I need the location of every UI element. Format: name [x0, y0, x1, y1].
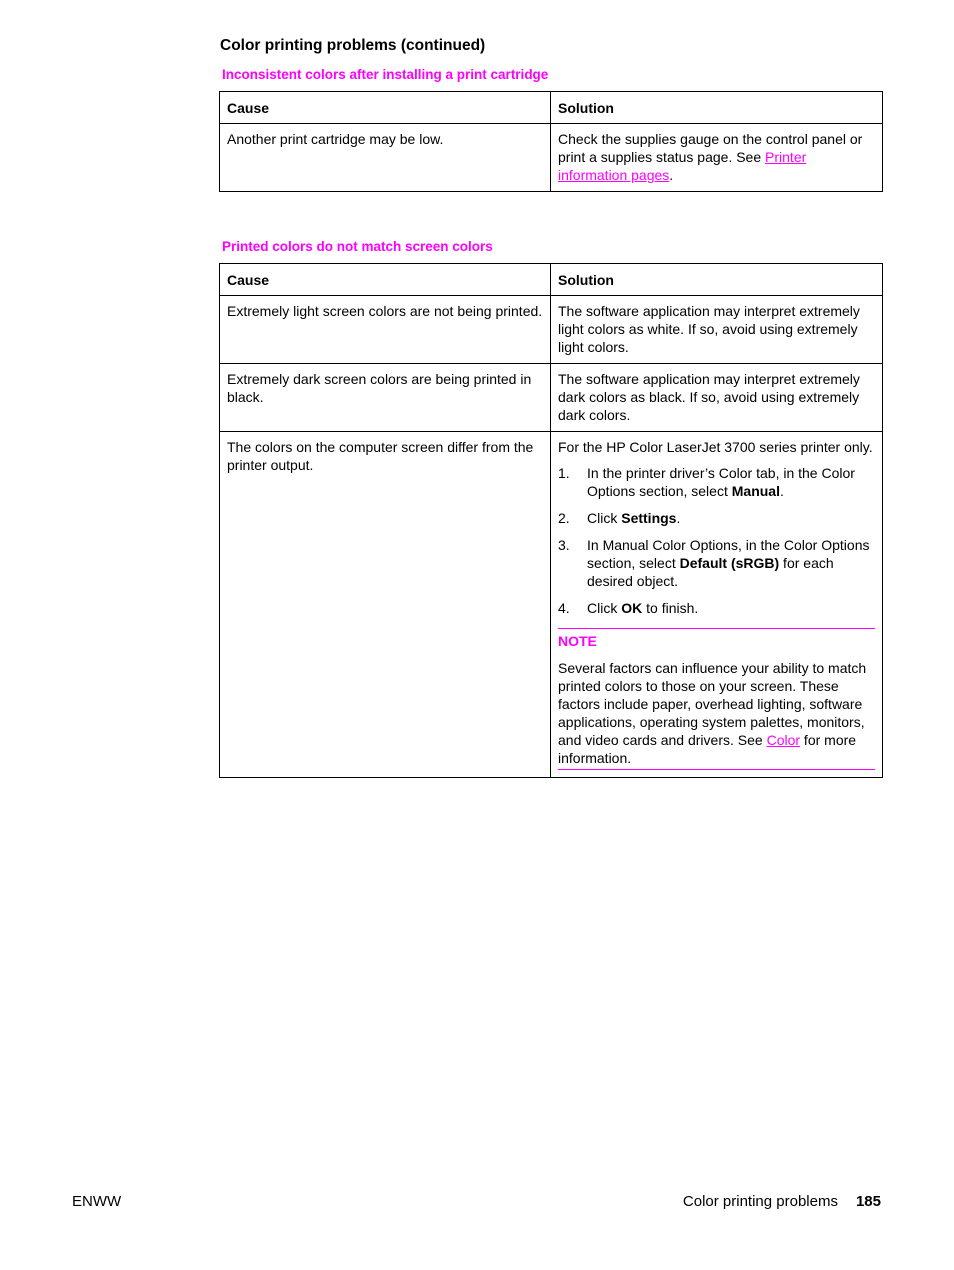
- note-box: [558, 628, 875, 770]
- table-header-row: [220, 264, 883, 296]
- cause-cell: Extremely dark screen colors are being printed in black.: [220, 364, 551, 432]
- cause-cell: Extremely light screen colors are not being printed.: [220, 296, 551, 364]
- footer-left-label: ENWW: [72, 1193, 122, 1210]
- step-text: Click: [587, 510, 622, 526]
- solution-text: Check the supplies gauge on the control panel or print a supplies status page. See: [558, 131, 863, 165]
- footer-right: [683, 1193, 881, 1211]
- step-number: 2.: [558, 510, 570, 526]
- step-text: Click: [587, 600, 622, 616]
- step-item: [558, 464, 875, 500]
- cause-cell: The colors on the computer screen differ from the printer output.: [220, 432, 551, 778]
- step-number: 4.: [558, 600, 570, 616]
- solution-intro: For the HP Color LaserJet 3700 series printer only.: [558, 439, 873, 455]
- step-text-end: .: [779, 483, 784, 499]
- footer-section-title: Color printing problems: [682, 1193, 838, 1210]
- section-heading-inconsistent-colors: Inconsistent colors after installing a print cartridge: [222, 67, 549, 82]
- screen-colors-table: [219, 263, 883, 778]
- step-text-end: .: [676, 510, 681, 526]
- step-text: In the printer driver’s Color tab, in the Color Options section, select: [587, 465, 855, 499]
- step-number: 1.: [558, 465, 570, 481]
- column-header-solution: Solution: [551, 264, 883, 296]
- note-text: [558, 659, 875, 767]
- table-header-row: [220, 92, 883, 124]
- printer-information-pages-link[interactable]: Printer information pages: [558, 149, 807, 183]
- table-row: [220, 364, 883, 432]
- step-text-end: for each desired object.: [587, 555, 834, 589]
- color-link[interactable]: Color: [766, 732, 801, 748]
- cartridge-problems-table: [219, 91, 883, 192]
- step-item: [558, 599, 875, 617]
- page-title: Color printing problems (continued): [220, 37, 486, 54]
- table-row: [220, 296, 883, 364]
- solution-cell: [551, 124, 883, 192]
- note-body: Several factors can influence your ability to match printed colors to those on your screen. These factors include paper, overhead lighting, software applications, operating system palettes, monitors, and video cards and drivers. See: [558, 660, 867, 748]
- column-header-cause: Cause: [220, 92, 551, 124]
- solution-text-end: .: [669, 167, 674, 183]
- section-heading-screen-colors: Printed colors do not match screen colors: [222, 239, 493, 254]
- step-bold-term: Settings: [621, 510, 677, 526]
- step-bold-term: Default (sRGB): [679, 555, 780, 571]
- solution-cell: [551, 432, 883, 778]
- column-header-solution: Solution: [551, 92, 883, 124]
- step-text: In Manual Color Options, in the Color Options section, select: [587, 537, 870, 571]
- column-header-cause: Cause: [220, 264, 551, 296]
- cause-cell: Another print cartridge may be low.: [220, 124, 551, 192]
- step-item: [558, 536, 875, 590]
- step-bold-term: OK: [621, 600, 643, 616]
- solution-cell: The software application may interpret extremely dark colors as black. If so, avoid using extremely dark colors.: [551, 364, 883, 432]
- table-row: [220, 432, 883, 778]
- page-number: 185: [855, 1193, 881, 1210]
- note-body-end: for more information.: [558, 732, 857, 766]
- step-text-end: to finish.: [642, 600, 699, 616]
- steps-list: [558, 464, 875, 617]
- step-bold-term: Manual: [731, 483, 780, 499]
- table-row: [220, 124, 883, 192]
- note-title: NOTE: [558, 633, 597, 649]
- step-number: 3.: [558, 537, 570, 553]
- step-item: [558, 509, 875, 527]
- solution-cell: The software application may interpret extremely light colors as white. If so, avoid using extremely light colors.: [551, 296, 883, 364]
